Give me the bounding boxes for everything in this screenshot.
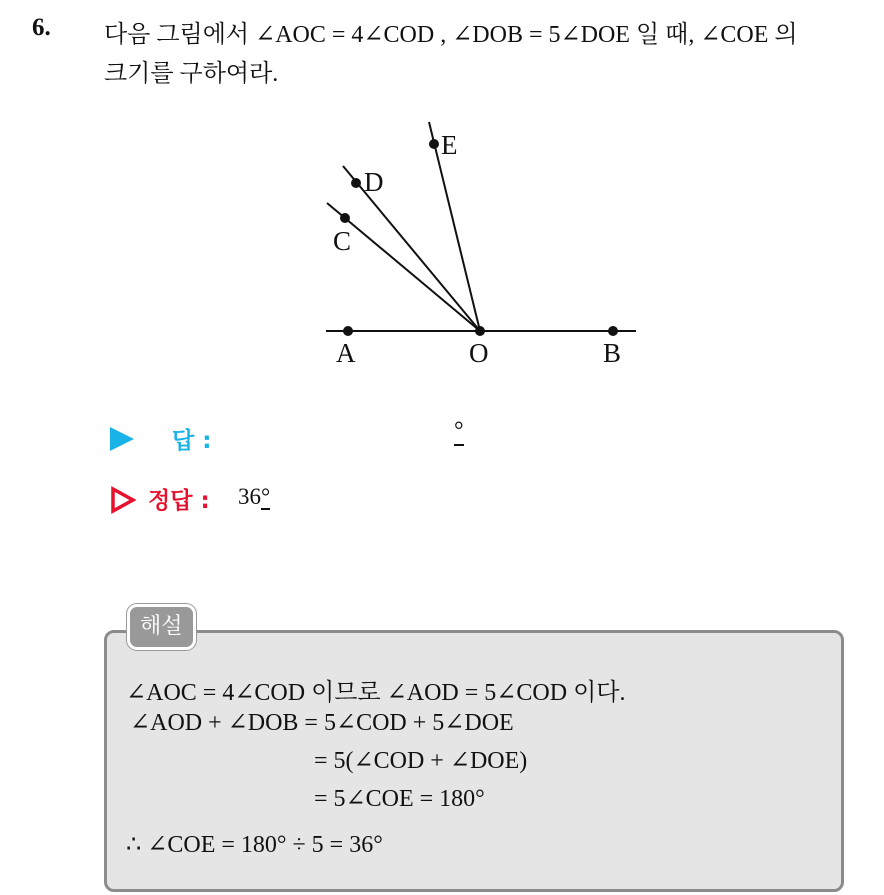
correct-answer-value [238,484,270,510]
answer-label: 답 : [172,428,212,454]
outline-arrow-icon [110,486,136,514]
play-arrow-icon [110,427,134,451]
label-A: A [336,338,356,368]
solution-line-1: ∠AOC = 4∠COD 이므로 ∠AOD = 5∠COD 이다. [126,680,626,706]
label-C: C [333,226,352,256]
correct-answer-label: 정답 : [148,488,210,514]
solution-line-3: = 5(∠COD + ∠DOE) [314,748,528,774]
solution-line-5: ∴ ∠COE = 180° ÷ 5 = 36° [126,832,383,858]
solution-line-2: ∠AOD + ∠DOB = 5∠COD + 5∠DOE [130,710,514,736]
question-text-line-2: 크기를 구하여라. [104,61,279,87]
correct-answer-unit: ° [261,484,271,509]
question-number: 6. [32,14,51,41]
solution-line-4: = 5∠COE = 180° [314,786,485,812]
point-B [608,326,618,336]
label-O: O [469,338,489,368]
point-C [340,213,350,223]
solution-tab: 해설 [127,604,196,650]
point-D [351,178,361,188]
angle-figure [0,0,884,420]
label-B: B [603,338,622,368]
question-text-line-1: 다음 그림에서 ∠AOC = 4∠COD , ∠DOB = 5∠DOE 일 때, ∠COE 의 [104,22,798,48]
point-O [475,326,485,336]
correct-answer-number: 36 [238,484,261,509]
point-E [429,139,439,149]
point-A [343,326,353,336]
ray-OC [327,203,480,331]
degree-unit: ° [454,418,464,444]
label-E: E [441,130,458,160]
answer-blank[interactable] [454,418,464,446]
label-D: D [364,167,384,197]
